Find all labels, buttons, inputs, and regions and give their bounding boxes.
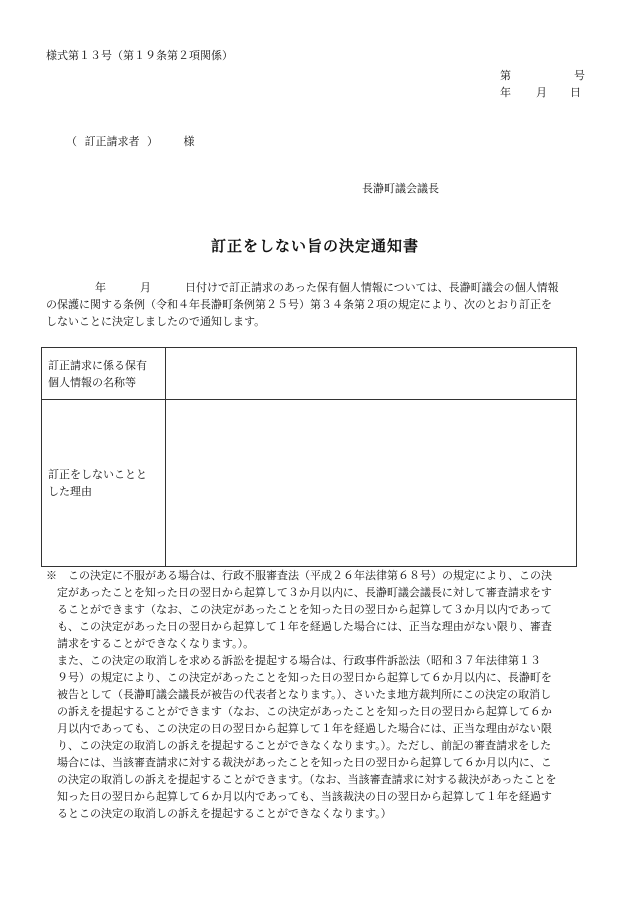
note-line: も、この決定があった日の翌日から起算して１年を経過した場合には、正当な理由がない限り、審査 bbox=[46, 620, 552, 633]
note-line: 被告として（長瀞町議会議長が被告の代表者となります。）、さいたま地方裁判所にこの決定の取消し bbox=[46, 688, 552, 701]
note-line: 知った日の翌日から起算して６か月以内であっても、当該裁決の日の翌日から起算して１年を経過す bbox=[46, 790, 552, 803]
label-subject-line-1: 訂正請求に係る保有 bbox=[48, 358, 147, 372]
info-table bbox=[41, 347, 577, 567]
addressee-open-paren: （ bbox=[66, 135, 77, 148]
body-month: 月 bbox=[140, 281, 151, 294]
date-year: 年 bbox=[500, 86, 511, 99]
date-month: 月 bbox=[536, 86, 547, 99]
label-subject bbox=[42, 348, 166, 400]
addressee-name: 訂正請求者 bbox=[84, 135, 140, 148]
addressee-honorific: 様 bbox=[183, 135, 195, 148]
label-reason-line-1: 訂正をしないことと bbox=[48, 468, 147, 481]
value-reason bbox=[166, 400, 577, 567]
form-number: 様式第１３号（第１９条第２項関係） bbox=[46, 49, 233, 62]
note-line: り、この決定の取消しの訴えを提起することができなくなります。）。ただし、前記の審査請求をした bbox=[46, 739, 552, 752]
appeal-notes bbox=[46, 567, 586, 822]
body-line-2: の保護に関する条例（令和４年長瀞町条例第２５号）第３４条第２項の規定により、次のとおり訂正を bbox=[46, 298, 552, 311]
body-line-3: しないことに決定しましたので通知します。 bbox=[46, 315, 266, 328]
note-line: の訴えを提起することができます（なお、この決定があったことを知った日の翌日から起算して６か bbox=[46, 705, 552, 718]
doc-number-suffix: 号 bbox=[574, 69, 585, 82]
label-reason-line-2: した理由 bbox=[48, 485, 92, 498]
note-line: るとこの決定の取消しの訴えを提起することができなくなります。） bbox=[46, 807, 392, 820]
note-line: の決定の取消しの訴えを提起することができます。（なお、当該審査請求に対する裁決があったことを bbox=[46, 773, 557, 786]
body-line-1-rest: 日付けで訂正請求のあった保有個人情報については、長瀞町議会の個人情報 bbox=[185, 281, 559, 294]
table-row-reason bbox=[42, 400, 577, 567]
note-line: 定があったことを知った日の翌日から起算して３か月以内に、長瀞町議会議長に対して審査請求をす bbox=[46, 586, 552, 599]
table-row-subject bbox=[42, 348, 577, 400]
doc-number-prefix: 第 bbox=[500, 69, 511, 82]
date-day: 日 bbox=[570, 86, 581, 99]
note-line: 請求をすることができなくなります。）。 bbox=[46, 637, 255, 650]
note-line: また、この決定の取消しを求める訴訟を提起する場合は、行政事件訴訟法（昭和３７年法律第１３ bbox=[46, 654, 541, 667]
body-year: 年 bbox=[95, 281, 106, 294]
addressee bbox=[66, 133, 195, 150]
addressee-close-paren: ） bbox=[147, 135, 158, 148]
note-line: ９号）の規定により、この決定があったことを知った日の翌日から起算して６か月以内に、長瀞町を bbox=[46, 671, 552, 684]
note-line: 月以内であっても、この決定の日の翌日から起算して１年を経過した場合には、正当な理由がない限 bbox=[46, 722, 552, 735]
label-subject-line-2: 個人情報の名称等 bbox=[48, 375, 136, 389]
label-reason bbox=[42, 400, 166, 567]
document-title: 訂正をしない旨の決定通知書 bbox=[210, 237, 419, 255]
note-line: ※ この決定に不服がある場合は、行政不服審査法（平成２６年法律第６８号）の規定により、この決 bbox=[46, 569, 552, 582]
note-line: 場合には、当該審査請求に対する裁決があったことを知った日の翌日から起算して６か月以内に、こ bbox=[46, 756, 552, 769]
body-text bbox=[46, 279, 586, 330]
body-line-1 bbox=[46, 279, 586, 296]
value-subject bbox=[166, 348, 577, 400]
note-line: ることができます（なお、この決定があったことを知った日の翌日から起算して３か月以内であって bbox=[46, 603, 552, 616]
sender: 長瀞町議会議長 bbox=[362, 182, 439, 195]
